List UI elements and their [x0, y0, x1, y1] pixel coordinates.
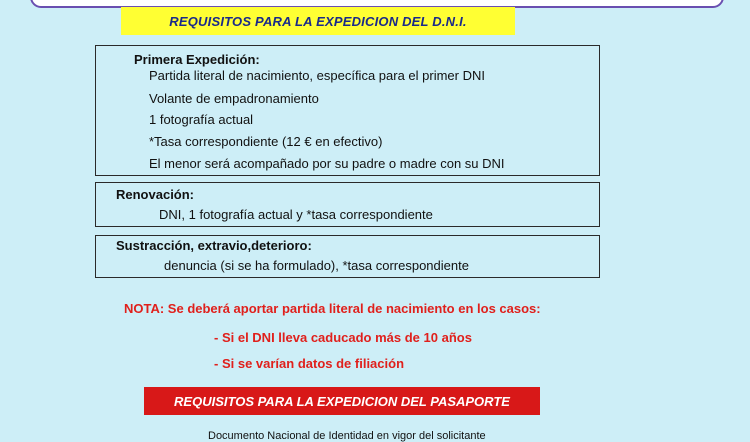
note-title: NOTA: Se deberá aportar partida literal de nacimiento en los casos: [124, 301, 541, 316]
first-issue-item: Partida literal de nacimiento, específica para el primer DNI [149, 68, 485, 83]
theft-loss-box [95, 235, 600, 278]
renewal-box [95, 182, 600, 227]
note-case: - Si el DNI lleva caducado más de 10 años [214, 330, 472, 345]
theft-loss-title: Sustracción, extravio,deterioro: [116, 238, 312, 253]
passport-requirements-banner [144, 387, 540, 415]
first-issue-title: Primera Expedición: [134, 52, 260, 67]
renewal-item: DNI, 1 fotografía actual y *tasa correspondiente [159, 207, 433, 222]
dni-banner-title: REQUISITOS PARA LA EXPEDICION DEL D.N.I. [169, 13, 467, 29]
first-issue-box [95, 45, 600, 176]
first-issue-item: 1 fotografía actual [149, 112, 254, 127]
first-issue-item: *Tasa correspondiente (12 € en efectivo) [149, 134, 383, 149]
passport-first-requirement: Documento Nacional de Identidad en vigor del solicitante [208, 430, 486, 442]
theft-loss-item: denuncia (si se ha formulado), *tasa correspondiente [164, 258, 469, 273]
dni-requirements-banner [121, 7, 515, 35]
renewal-title: Renovación: [116, 187, 195, 202]
note-case: - Si se varían datos de filiación [214, 356, 405, 371]
first-issue-item: Volante de empadronamiento [149, 91, 319, 106]
passport-banner-title: REQUISITOS PARA LA EXPEDICION DEL PASAPORTE [174, 393, 510, 409]
first-issue-item: El menor será acompañado por su padre o madre con su DNI [149, 156, 505, 171]
